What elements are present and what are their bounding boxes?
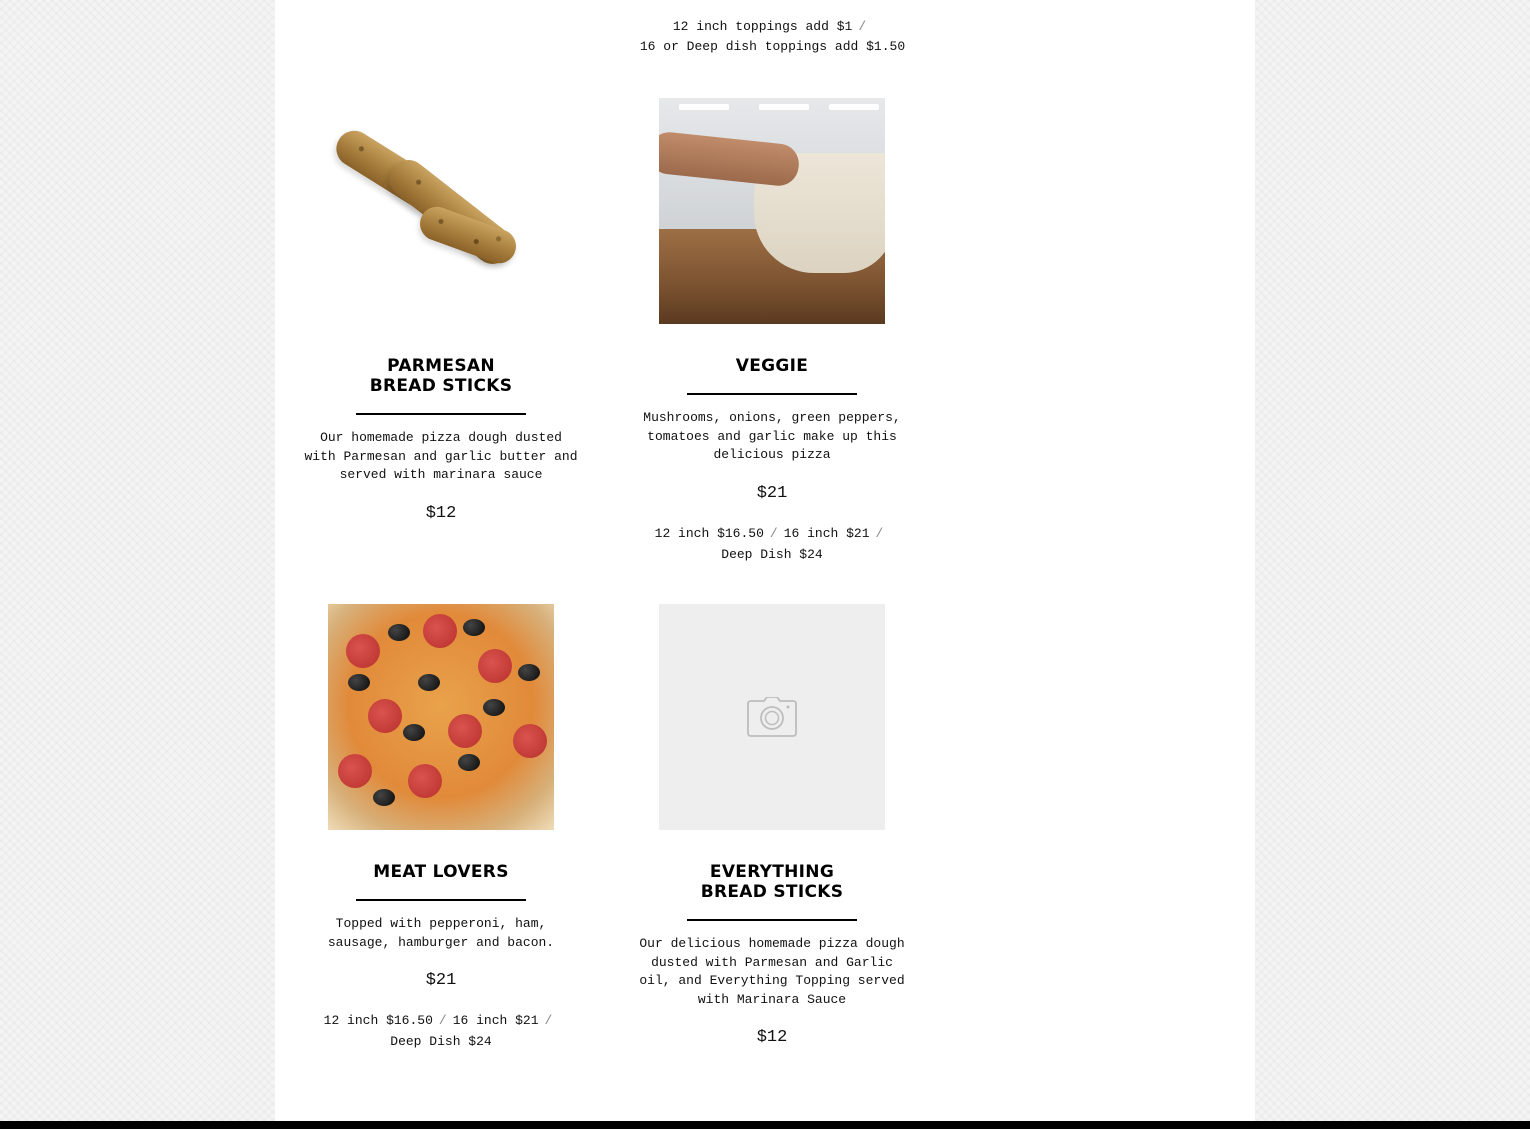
item-sizes: [622, 523, 922, 565]
pepperoni: [408, 764, 442, 798]
pepperoni: [368, 699, 402, 733]
item-description: Our delicious homemade pizza dough dusted with Parmesan and Garlic oil, and Everything Topping served with Marinara Sauce: [639, 936, 905, 1007]
olive: [348, 674, 370, 691]
menu-page: [275, 0, 1255, 1121]
item-description: Our homemade pizza dough dusted with Parmesan and garlic butter and served with marinara sauce: [304, 430, 578, 482]
item-sizes: [291, 1010, 591, 1052]
pepperoni: [423, 614, 457, 648]
ceiling-light: [679, 104, 729, 110]
olive: [483, 699, 505, 716]
pepperoni: [346, 634, 380, 668]
olive: [388, 624, 410, 641]
image-placeholder: [659, 604, 885, 830]
size-separator: /: [875, 525, 884, 541]
size-deep-dish: Deep Dish $24: [721, 546, 823, 562]
menu-item-parmesan-bread-sticks: [291, 98, 591, 524]
size-16-inch: 16 inch $21: [783, 525, 870, 541]
breadsticks-photo: [328, 98, 554, 324]
size-separator: /: [438, 1013, 447, 1028]
pepperoni: [513, 724, 547, 758]
item-price: $21: [756, 483, 788, 503]
size-16-inch: 16 inch $21: [452, 1013, 539, 1028]
item-description: Mushrooms, onions, green peppers, tomatoes and garlic make up this delicious pizza: [643, 410, 901, 462]
baker-arm: [659, 130, 801, 187]
item-price: $12: [425, 503, 457, 523]
footer-bar: [0, 1121, 1530, 1129]
olive: [418, 674, 440, 691]
item-title: MEAT LOVERS: [373, 862, 509, 882]
pepperoni: [338, 754, 372, 788]
item-title: VEGGIE: [735, 356, 809, 376]
ceiling-light: [829, 104, 879, 110]
olive: [403, 724, 425, 741]
olive: [463, 619, 485, 636]
camera-placeholder-icon: [747, 697, 797, 737]
pepperoni: [478, 649, 512, 683]
menu-item-everything-bread-sticks: [622, 604, 922, 1048]
size-12-inch: 12 inch $16.50: [654, 525, 764, 541]
toppings-12-inch: 12 inch toppings add $1: [672, 19, 853, 34]
toppings-separator: /: [858, 19, 867, 34]
item-title: PARMESAN BREAD STICKS: [369, 356, 513, 396]
menu-item-veggie: [622, 98, 922, 565]
olive: [518, 664, 540, 681]
pizza-photo: [328, 604, 554, 830]
title-divider: [356, 413, 526, 415]
size-separator: /: [544, 1013, 553, 1028]
item-description: Topped with pepperoni, ham, sausage, hamburger and bacon.: [327, 916, 555, 950]
title-divider: [356, 899, 526, 901]
pepperoni: [448, 714, 482, 748]
menu-item-meat-lovers: [291, 604, 591, 1052]
toppings-16-inch: 16 or Deep dish toppings add $1.50: [639, 39, 906, 54]
ceiling-light: [759, 104, 809, 110]
title-divider: [687, 919, 857, 921]
size-12-inch: 12 inch $16.50: [323, 1013, 433, 1028]
dough-photo: [659, 98, 885, 324]
size-separator: /: [769, 525, 778, 541]
title-divider: [687, 393, 857, 395]
size-deep-dish: Deep Dish $24: [390, 1034, 492, 1049]
item-title: EVERYTHING BREAD STICKS: [700, 862, 844, 902]
item-price: $21: [425, 971, 457, 990]
olive: [373, 789, 395, 806]
toppings-note: [615, 17, 930, 57]
item-price: $12: [756, 1028, 788, 1047]
olive: [458, 754, 480, 771]
